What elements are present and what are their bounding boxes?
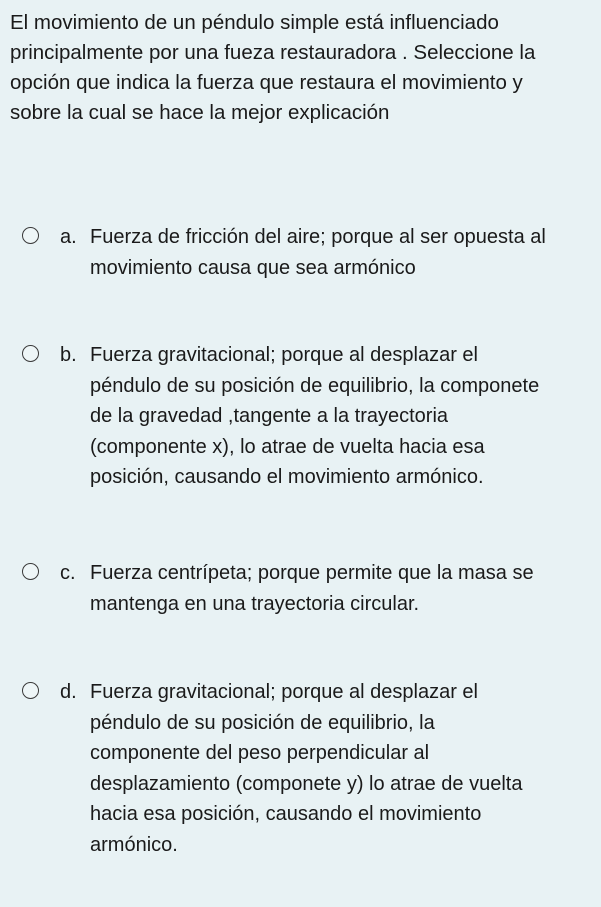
option-b-letter: b. — [60, 344, 77, 366]
radio-button-c[interactable] — [22, 563, 39, 580]
radio-button-b[interactable] — [22, 345, 39, 362]
question-text: El movimiento de un péndulo simple está influenciado principalmente por una fueza restauradora . Seleccione la opción que indica la fuerza que restaura el movimiento y sobre la cual se hace la mejor explicación — [10, 11, 536, 124]
option-b-text: Fuerza gravitacional; porque al desplazar el péndulo de su posición de equilibrio, la componete de la gravedad ,tangente a la trayectoria (componente x), lo atrae de vuelta hacia esa posición, causando el movimiento armónico. — [90, 344, 540, 488]
option-d-text: Fuerza gravitacional; porque al desplazar el péndulo de su posición de equilibrio, la componente del peso perpendicular al desplazamiento (componete y) lo atrae de vuelta hacia esa posición, causando el movimiento armónico. — [90, 681, 523, 856]
option-c-letter: c. — [60, 562, 76, 584]
radio-button-d[interactable] — [22, 682, 39, 699]
option-a-text: Fuerza de fricción del aire; porque al ser opuesta al movimiento causa que sea armónico — [90, 226, 546, 279]
option-d-letter: d. — [60, 681, 77, 703]
option-a-letter: a. — [60, 226, 77, 248]
option-c-text: Fuerza centrípeta; porque permite que la masa se mantenga en una trayectoria circular. — [90, 562, 534, 615]
radio-button-a[interactable] — [22, 227, 39, 244]
